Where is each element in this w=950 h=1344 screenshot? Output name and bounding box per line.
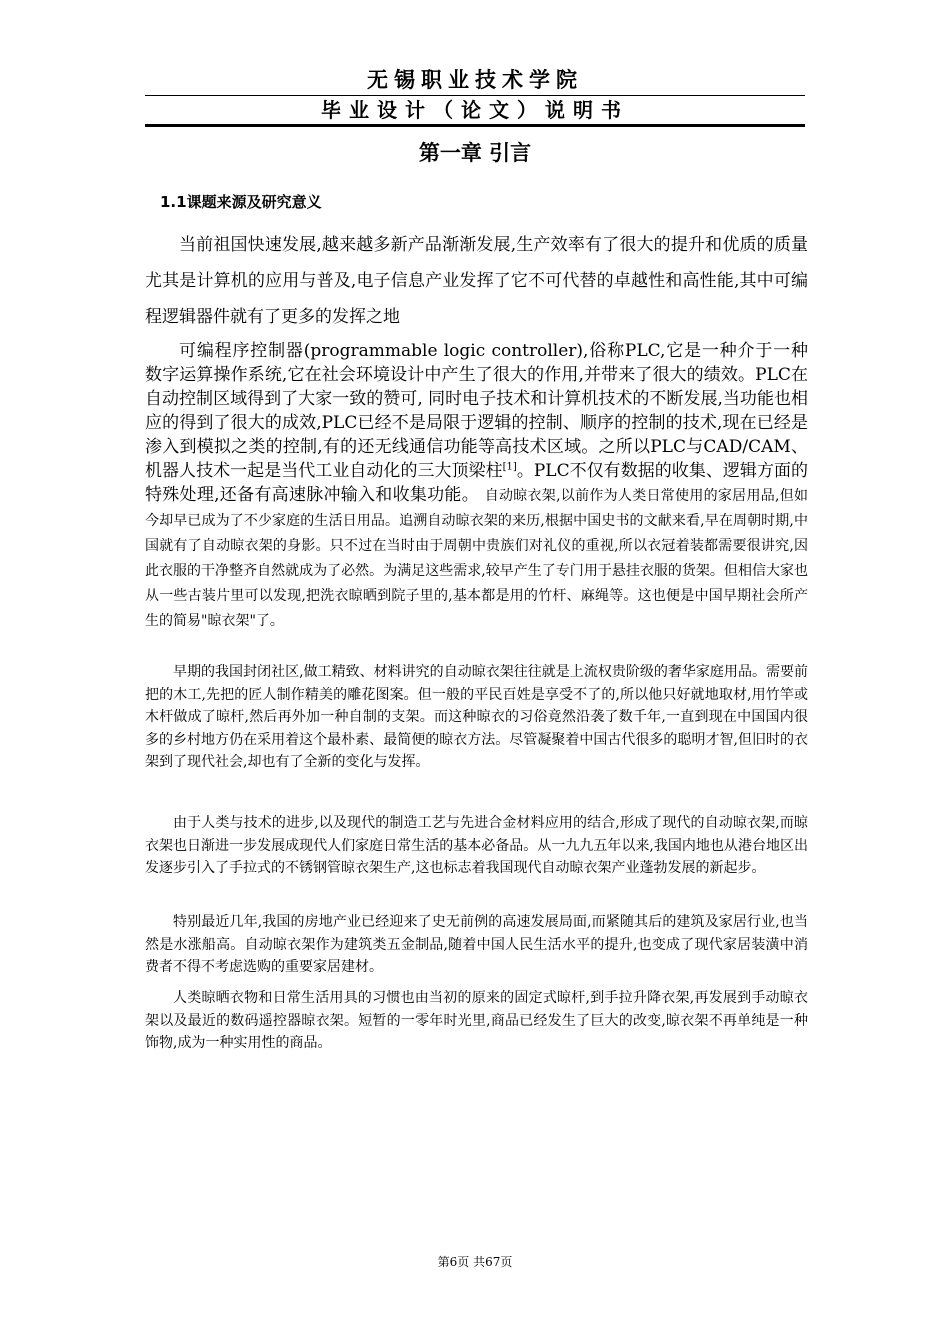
paragraph-1: 当前祖国快速发展,越来越多新产品渐渐发展,生产效率有了很大的提升和优质的质量尤其是计算机的应用与普及,电子信息产业发挥了它不可代替的卓越性和高性能,其中可编程逻辑器件就有了更多的发挥之地 <box>145 235 808 327</box>
paragraph-2-text-b: 。PLC不仅有数据的收集、逻辑方面的特殊处理,还备有高速脉冲输入和收集功能。 <box>145 461 809 505</box>
paragraph-2-text-c: 自动晾衣架,以前作为人类日常使用的家居用品,但如今却早已成为了不少家庭的生活日用品。追溯自动晾衣架的来历,根据中国史书的文献来看,早在周朝时期,中国就有了自动晾衣架的身影。只不过在当时由于周朝中贵族们对礼仪的重视,所以衣冠着装都需要很讲究,因此衣服的干净整齐自然就成为了必然。为满足这些需求,较早产生了专门用于悬挂衣服的货架。但相信大家也从一些古装片里可以发现,把洗衣晾晒到院子里的,基本都是用的竹杆、麻绳等。这也便是中国早期社会所产生的简易"晾衣架"了。 <box>145 488 809 629</box>
page-footer: 第6页 共67页 <box>437 1255 513 1269</box>
chapter-title: 第一章 引言 <box>418 141 532 165</box>
school-name-header: 无锡职业技术学院 <box>367 68 583 92</box>
paragraph-4: 由于人类与技术的进步,以及现代的制造工艺与先进合金材料应用的结合,形成了现代的自动晾衣架,而晾衣架也日渐进一步发展成现代人们家庭日常生活的基本必备品。从一九九五年以来,我国内地也从港台地区出发逐步引入了手拉式的不锈钢管晾衣架生产,这也标志着我国现代自动晾衣架产业蓬勃发展的新起步。 <box>145 815 808 876</box>
header-rule-thin <box>145 95 805 96</box>
paragraph-3: 早期的我国封闭社区,做工精致、材料讲究的自动晾衣架往往就是上流权贵阶级的奢华家庭用品。需要前把的木工,先把的匠人制作精美的雕花图案。但一般的平民百姓是享受不了的,所以他只好就地取材,用竹竿或木杆做成了晾杆,然后再外加一种自制的支架。而这种晾衣的习俗竟然沿袭了数千年,一直到现在中国国内很多的乡村地方仍在采用着这个最朴素、最简便的晾衣方法。尽管凝聚着中国古代很多的聪明才智,但旧时的衣架到了现代社会,却也有了全新的变化与发挥。 <box>145 664 808 770</box>
document-title-header: 毕业设计（论文）说明书 <box>321 98 629 122</box>
citation-ref[interactable]: [1] <box>502 461 517 473</box>
paragraph-6: 人类晾晒衣物和日常生活用具的习惯也由当初的原来的固定式晾杆,到手拉升降衣架,再发展到手动晾衣架以及最近的数码遥控器晾衣架。短暂的一零年时光里,商品已经发生了巨大的改变,晾衣架不再单纯是一种饰物,成为一种实用性的商品。 <box>145 990 808 1051</box>
section-heading: 1.1课题来源及研究意义 <box>160 193 322 211</box>
paragraph-2-text-a: 可编程序控制器(programmable logic controller),俗称PLC,它是一种介于一种数字运算操作系统,它在社会环境设计中产生了很大的作用,并带来了很大的绩效。PLC在自动控制区域得到了大家一致的赞可, 同时电子技术和计算机技术的不断发展,当功能也相应的得到了很大的成效,PLC已经不是局限于逻辑的控制、顺序的控制的技术,现在已经是渗入到模拟之类的控制,有的还无线通信功能等高技术区域。之所以PLC与CAD/CAM、机器人技术一起是当代工业自动化的三大顶梁柱 <box>145 341 808 481</box>
header-rule-thick <box>145 124 805 127</box>
paragraph-5: 特别最近几年,我国的房地产业已经迎来了史无前例的高速发展局面,而紧随其后的建筑及家居行业,也当然是水涨船高。自动晾衣架作为建筑类五金制品,随着中国人民生活水平的提升,也变成了现代家居装潢中消费者不得不考虑选购的重要家居建材。 <box>145 914 808 975</box>
paragraph-2 <box>145 339 808 633</box>
